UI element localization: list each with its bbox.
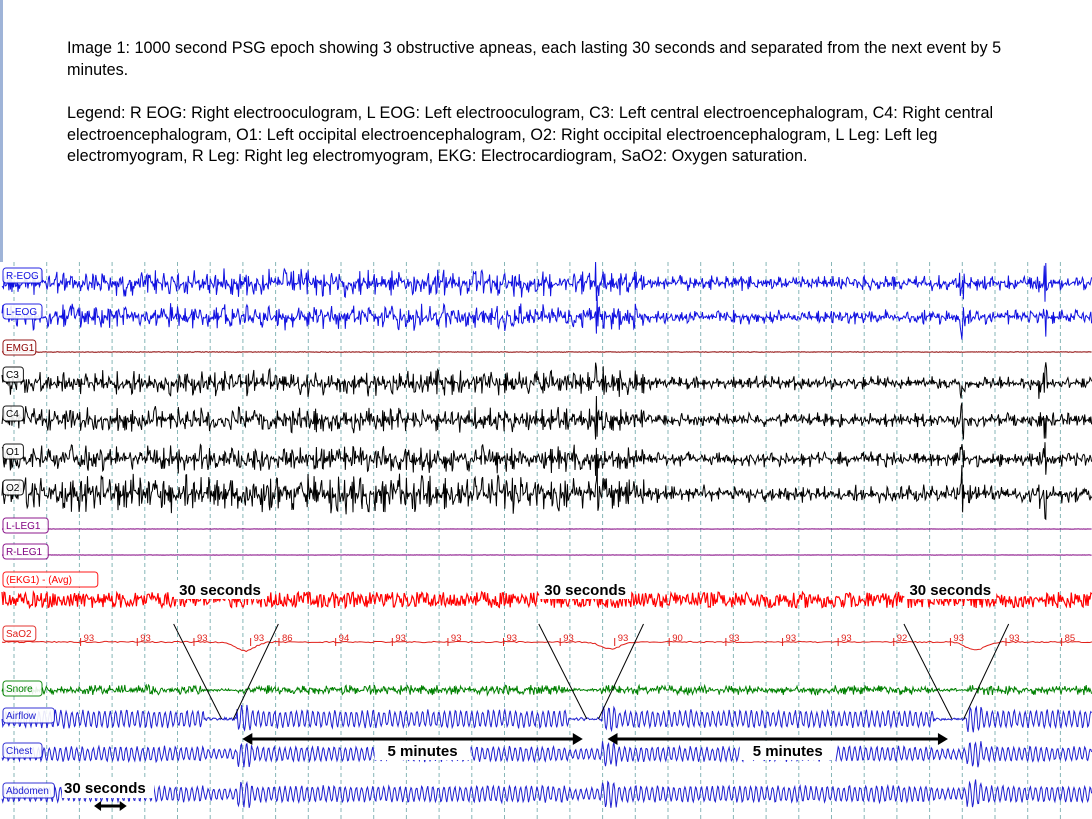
trace-reog <box>2 262 1092 302</box>
trace-abdomen <box>2 780 1092 808</box>
channel-label-rleg <box>3 544 48 559</box>
scale-bar-head-left <box>94 801 101 811</box>
channel-label-text: (EKG1) - (Avg) <box>6 575 72 586</box>
channel-labels <box>3 268 98 798</box>
sao2-value: 93 <box>253 633 265 644</box>
channel-label-lleg <box>3 518 48 533</box>
channel-label-abdomen <box>3 783 54 798</box>
trace-snore <box>2 685 1092 695</box>
signal-traces <box>2 262 1092 808</box>
sao2-value: 90 <box>672 633 683 644</box>
channel-label-chest <box>3 743 42 758</box>
trace-sao2 <box>2 641 1092 651</box>
interval-arrow-head-right <box>938 733 948 745</box>
channel-label-text: O1 <box>6 447 20 458</box>
apnea-duration-label: 30 seconds <box>909 582 992 599</box>
channel-label-text: L-EOG <box>6 307 38 318</box>
apnea-duration-label: 30 seconds <box>544 582 627 599</box>
figure-caption <box>67 38 1047 168</box>
sao2-value: 93 <box>1009 633 1020 644</box>
sao2-value: 93 <box>841 633 852 644</box>
channel-label-text: L-LEG1 <box>6 521 41 532</box>
apnea-annotations <box>62 580 1009 811</box>
channel-label-emg <box>3 340 36 355</box>
interval-arrow <box>242 733 582 760</box>
apnea-end-pointer <box>964 624 1009 719</box>
sao2-value: 93 <box>450 633 462 644</box>
scale-bar <box>62 778 154 811</box>
caption-legend: Legend: R EOG: Right electrooculogram, L EOG: Left electrooculogram, C3: Left central electroencephalogram, C4: Right central electroencephalogram, O1: Left occipital electroencephalogram, O2: Right occipital electroencephalogram, L Leg: Left leg electromyogram, R Leg: Right leg electromyogram, EKG: Electrocardiogram, SaO2: Oxygen saturation. <box>67 104 994 165</box>
channel-label-text: SaO2 <box>6 629 32 640</box>
sao2-value: 86 <box>281 633 293 644</box>
sao2-value: 93 <box>785 633 797 644</box>
channel-label-text: Snore <box>6 684 33 695</box>
sao2-value: 93 <box>395 633 406 644</box>
channel-label-text: Chest <box>6 746 33 757</box>
channel-label-snore <box>3 681 42 696</box>
sao2-value: 85 <box>1064 633 1076 644</box>
trace-o1 <box>2 442 1092 479</box>
sao2-value: 93 <box>728 633 740 644</box>
channel-label-o2 <box>3 480 23 495</box>
channel-label-airflow <box>3 708 54 723</box>
trace-chest <box>2 741 1092 767</box>
interval-label: 5 minutes <box>387 743 458 760</box>
channel-label-sao2 <box>3 626 36 641</box>
channel-label-reog <box>3 268 42 283</box>
trace-c3 <box>2 362 1092 399</box>
sao2-value: 93 <box>953 633 964 644</box>
trace-o2 <box>2 465 1092 519</box>
channel-label-o1 <box>3 444 23 459</box>
channel-label-text: Abdomen <box>6 786 49 797</box>
time-grid <box>14 262 1092 819</box>
interval-arrow-head-left <box>242 733 252 745</box>
sao2-value: 93 <box>506 633 518 644</box>
sao2-value: 93 <box>196 633 208 644</box>
trace-leog <box>2 296 1092 340</box>
channel-label-c4 <box>3 406 23 421</box>
sao2-value: 93 <box>563 633 574 644</box>
slide-left-border <box>0 0 3 262</box>
channel-label-text: C3 <box>6 370 19 381</box>
sao2-readings <box>81 633 1092 646</box>
channel-label-c3 <box>3 367 23 382</box>
apnea-start-pointer <box>904 624 952 719</box>
interval-label: 5 minutes <box>752 743 823 760</box>
sao2-value: 92 <box>896 633 908 644</box>
sao2-value: 93 <box>140 633 151 644</box>
trace-airflow <box>2 705 1092 732</box>
scale-bar-head-right <box>120 801 127 811</box>
channel-label-leog <box>3 304 42 319</box>
channel-label-text: R-EOG <box>6 271 39 282</box>
channel-label-text: C4 <box>6 409 19 420</box>
caption-title: Image 1: 1000 second PSG epoch showing 3 obstructive apneas, each lasting 30 seconds and separated from the next event by 5 minutes. <box>67 39 1002 79</box>
psg-epoch-chart <box>0 262 1092 819</box>
channel-label-text: O2 <box>6 483 20 494</box>
channel-label-text: Airflow <box>6 711 37 722</box>
apnea-duration-label: 30 seconds <box>179 582 261 599</box>
channel-label-text: EMG1 <box>6 343 35 354</box>
sao2-value: 93 <box>617 633 629 644</box>
sao2-value: 93 <box>83 633 95 644</box>
channel-label-text: R-LEG1 <box>6 547 43 558</box>
channel-label-ekg <box>3 572 98 587</box>
scale-bar-label: 30 seconds <box>64 780 146 797</box>
trace-c4 <box>2 396 1092 440</box>
interval-arrow-head-right <box>573 733 583 745</box>
sao2-value: 94 <box>338 633 350 644</box>
